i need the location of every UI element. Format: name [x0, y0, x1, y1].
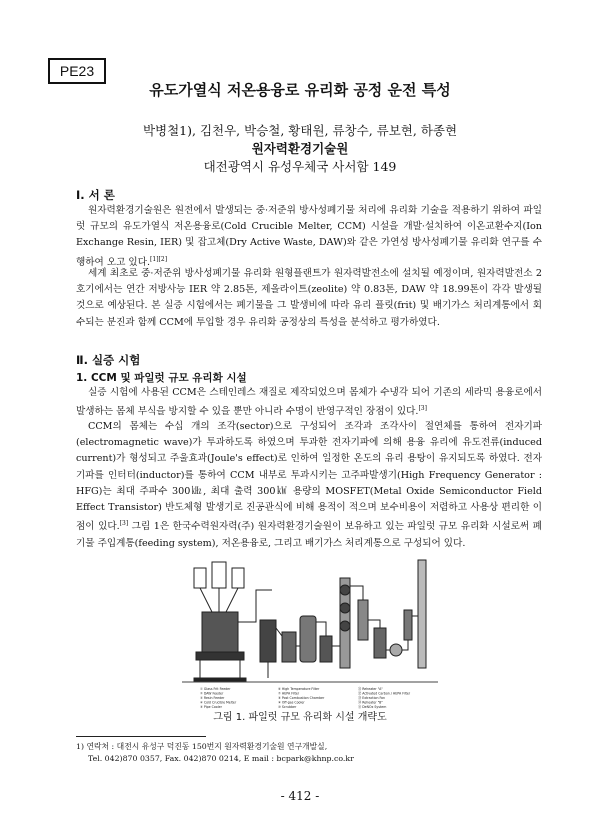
extraction-fan: [390, 644, 402, 656]
citation-ref: [3]: [418, 405, 427, 413]
footnote-line-2: Tel. 042)870 0357, Fax. 042)870 0214, E mail : bcpark@khnp.co.kr: [88, 754, 354, 763]
daw-feeder: [212, 562, 226, 588]
legend-item: ⑥ High Temperature Filter: [278, 687, 320, 691]
activated-carbon-hepa-filter: [374, 628, 386, 658]
resin-feeder: [232, 568, 244, 588]
high-temperature-filter: [260, 620, 276, 662]
cold-crucible-melter: [202, 612, 238, 652]
figure-legend: [200, 686, 411, 709]
post-combustion-chamber: [300, 616, 316, 662]
session-tag: PE23: [48, 58, 106, 84]
legend-item: ⑫ Activated Carbon / HEPA Filter: [358, 691, 411, 696]
legend-item: ① Glass Frit Feeder: [200, 687, 231, 691]
legend-item: ⑬ Extraction Fan: [358, 696, 385, 700]
legend-item: ⑩ Scrubber: [278, 705, 297, 709]
legend-item: ⑦ HEPA Filter: [278, 691, 300, 696]
legend-item: ⑪ Reheater "A": [358, 687, 383, 691]
legend-item: ⑮ DeNOx System: [358, 705, 387, 709]
citation-ref: [1][2]: [150, 255, 168, 263]
off-gas-cooler: [320, 636, 332, 662]
intro-paragraph-2: 세계 최초로 중·저준위 방사성폐기물 유리화 원형플랜트가 원자력발전소에 설치될 예정이며, 원자력발전소 2호기에서는 연간 저방사능 IER 약 2.85톤, 제올라이트(zeolite) 약 0.83톤, DAW 약 18.99톤이 각각 발생될 것으로 예상된다. 본 실증 시험에서는 폐기물을 그 발생비에 따라 유리 플릿(frit) 및 배기가스 처리계통에서 회수되는 분진과 함께 CCM에 투입할 경우 유리화 공정상의 특성을 분석하고 평가하였다.: [76, 268, 542, 328]
author-list: 박병철1), 김천우, 박승철, 황태원, 류창수, 류보현, 하종현: [142, 123, 458, 138]
figure-caption: 그림 1. 파일럿 규모 유리화 시설 개략도: [213, 712, 387, 723]
legend-item: ⑨ Off-gas Cooler: [278, 700, 305, 705]
page-number: - 412 -: [280, 789, 320, 803]
legend-item: ⑤ Pipe Cooler: [200, 705, 222, 709]
stack: [418, 560, 426, 668]
test-paragraph-1: 실증 시험에 사용된 CCM은 스테인레스 재질로 제작되었으며 몸체가 수냉각 되어 기존의 세라믹 용융로에서 발생하는 몸체 부식을 방지할 수 있을 뿐만 아니라 수명이 반영구적인 장점이 있다.[3]: [76, 387, 542, 418]
citation-ref: [3]: [119, 520, 129, 528]
test-paragraph-2: CCM의 몸체는 수십 개의 조각(sector)으로 구성되어 조각과 조각사이 절연체를 통하여 전자기파(electromagnetic wave)가 투과하도록 하였으며 투과한 전자기파에 의해 용융 유리에 유도전류(induced current)가 형성되고 주울효과(Joule's effect)로 인하여 일정한 온도의 유리 용탕이 유지되도록 하였다. 전자기파를 인터터(inductor)를 통하여 CCM 내부로 투과시키는 고주파발생기(High Frequency Generator : HFG)는 최대 주파수 300㎑, 최대 출력 300㎾ 용량의 MOSFET(Metal Oxide Semiconductor Field Effect Transistor) 반도체형 발생기로 진공관식에 비해 용적이 적으며 보수비용이 저렴하고 사용상 편리한 이점이 있다.[3] 그림 1은 한국수력원자력(주) 원자력환경기술원이 보유하고 있는 파일럿 규모 유리화 시설로써 폐기물 주입계통(feeding system), 저온용융로, 그리고 배기가스 처리계통으로 구성되어 있다.: [76, 421, 542, 549]
paper-title: 유도가열식 저온용융로 유리화 공정 운전 특성: [149, 81, 451, 99]
hepa-filter: [282, 632, 296, 662]
legend-item: ⑧ Post Combustion Chamber: [278, 696, 325, 700]
reheater-b: [404, 610, 412, 640]
address: 대전광역시 유성우체국 사서함 149: [203, 159, 397, 174]
pipe-cooler: [238, 590, 272, 622]
reheater-a: [358, 600, 368, 640]
intro-paragraph-1: 원자력환경기술원은 원전에서 발생되는 중·저준위 방사성폐기물 처리에 유리화 기술을 적용하기 위하여 파일럿 규모의 유도가열식 저온용융로(Cold Crucible Melter, CCM) 시설을 개발·설치하여 이온교환수지(Ion Exchange Resin, IER) 및 잡고체(Dry Active Waste, DAW)와 같은 가연성 방사성폐기물 유리화 연구를 수행하여 오고 있다.[1][2]: [76, 205, 542, 268]
legend-item: ② DAW Feeder: [200, 691, 224, 696]
affiliation: 원자력환경기술원: [251, 141, 349, 156]
subsection-heading-ccm: 1. CCM 및 파일럿 규모 유리화 시설: [76, 372, 247, 384]
legend-item: ④ Cold Crucible Melter: [200, 700, 237, 705]
glass-frit-feeder: [194, 568, 206, 588]
legend-item: ⑭ Reheater "B": [358, 700, 383, 705]
section-heading-intro: Ⅰ. 서 론: [76, 188, 115, 202]
footnote-divider: [76, 736, 206, 737]
footnote-line-1: 1) 연락처 : 대전시 유성구 덕진동 150번지 원자력환경기술원 연구개발실,: [76, 742, 328, 751]
facility-schematic-figure: [182, 550, 438, 710]
section-heading-test: Ⅱ. 실증 시험: [76, 353, 141, 367]
legend-item: ③ Resin Feeder: [200, 696, 225, 700]
